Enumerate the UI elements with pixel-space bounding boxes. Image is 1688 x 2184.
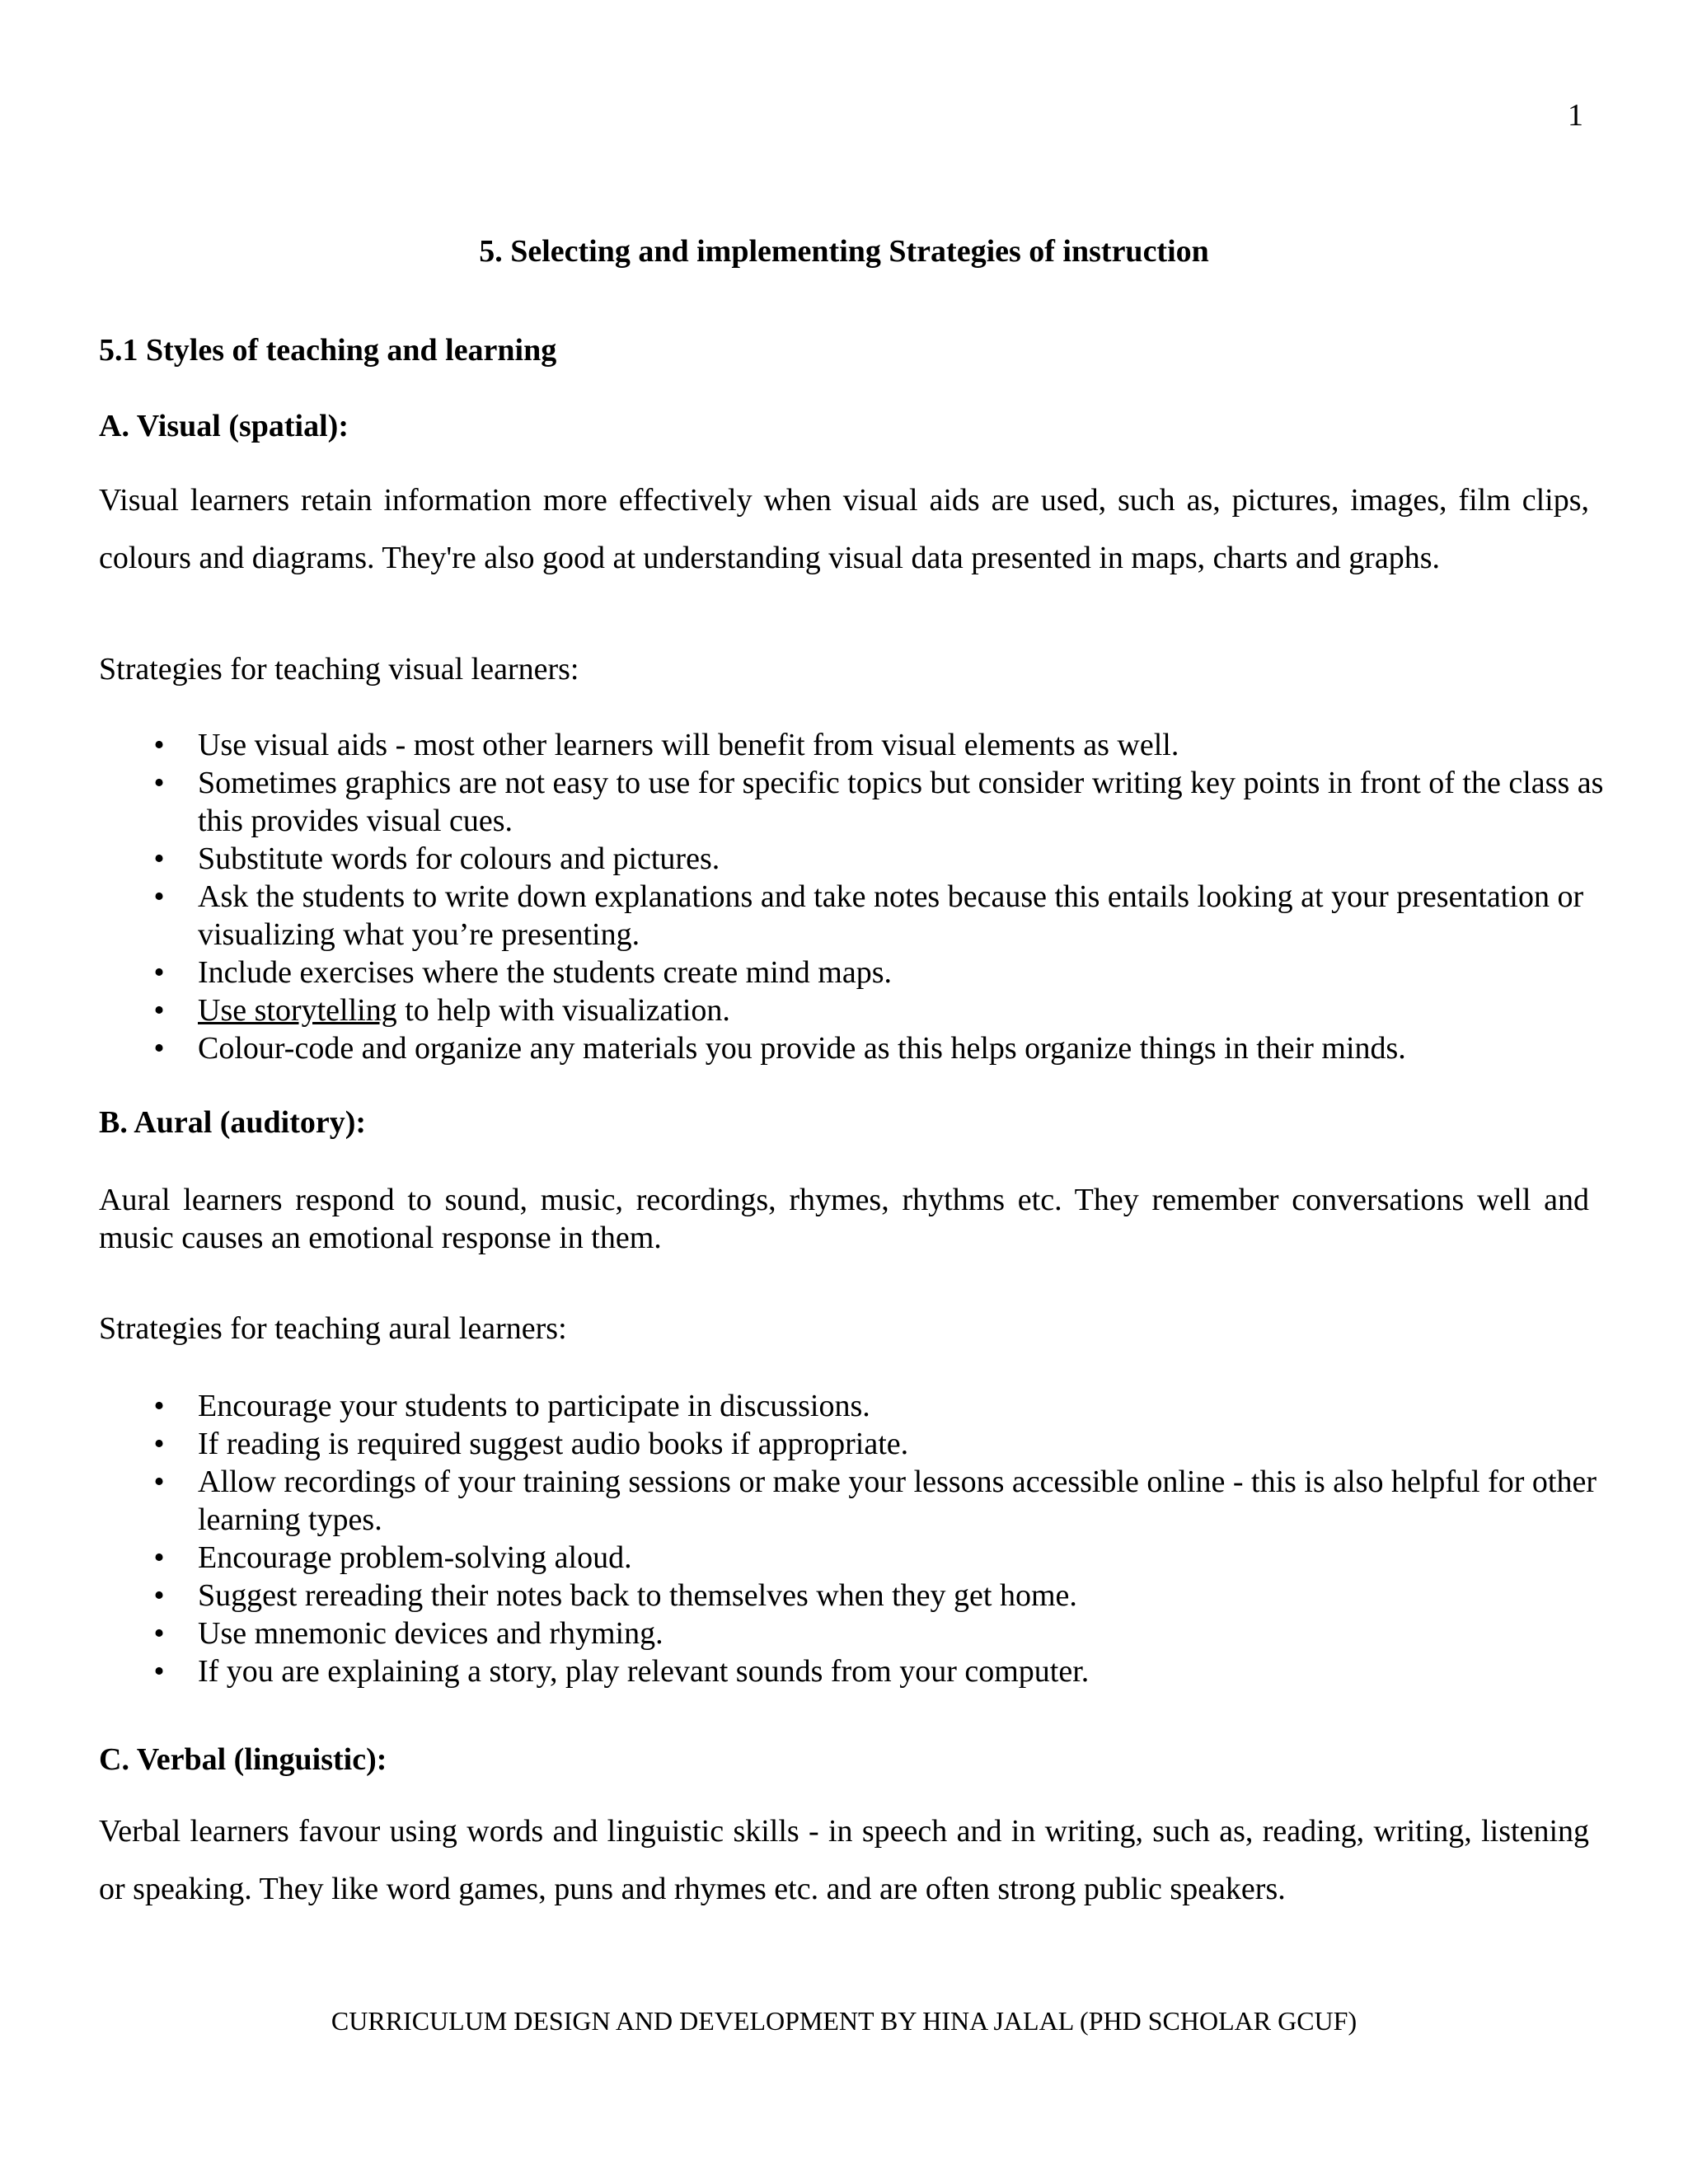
bullet-icon: • — [153, 1465, 165, 1499]
list-item: • Suggest rereading their notes back to themselves when they get home. — [198, 1577, 1639, 1615]
list-visual-strategies — [148, 726, 1639, 1067]
list-item: • Use storytelling to help with visualization. — [198, 991, 1639, 1029]
storytelling-link[interactable]: Use storytelling — [198, 993, 397, 1028]
list-item: • Use visual aids - most other learners will benefit from visual elements as well. — [198, 726, 1639, 764]
strategies-label-visual: Strategies for teaching visual learners: — [99, 652, 579, 687]
list-item: • Encourage your students to participate in discussions. — [198, 1387, 1639, 1425]
heading-visual: A. Visual (spatial): — [99, 409, 349, 443]
bullet-icon: • — [153, 841, 165, 876]
list-item: • Include exercises where the students create mind maps. — [198, 954, 1639, 991]
paragraph-verbal: Verbal learners favour using words and linguistic skills - in speech and in writing, such as, reading, writing, listening or speaking. They like word games, puns and rhymes etc. and are often strong public speakers. — [99, 1814, 1589, 1906]
bullet-icon: • — [153, 766, 165, 800]
section-heading: 5.1 Styles of teaching and learning — [99, 333, 557, 368]
heading-verbal: C. Verbal (linguistic): — [99, 1742, 387, 1777]
bullet-icon: • — [153, 1427, 165, 1461]
document-title: 5. Selecting and implementing Strategies of instruction — [479, 234, 1209, 269]
list-item: • Use mnemonic devices and rhyming. — [198, 1615, 1639, 1652]
bullet-icon: • — [153, 1616, 165, 1651]
bullet-icon: • — [153, 1031, 165, 1066]
bullet-icon: • — [153, 1540, 165, 1575]
list-item: • Sometimes graphics are not easy to use for specific topics but consider writing key points in front of the class as this provides visual cues. — [198, 764, 1639, 840]
list-aural-strategies — [148, 1387, 1639, 1690]
list-item: • Ask the students to write down explanations and take notes because this entails looking at your presentation or visualizing what you’re presenting. — [198, 878, 1639, 954]
list-item: • Substitute words for colours and pictures. — [198, 840, 1639, 878]
bullet-icon: • — [153, 728, 165, 762]
list-item: • If you are explaining a story, play relevant sounds from your computer. — [198, 1652, 1639, 1690]
bullet-icon: • — [153, 1654, 165, 1689]
paragraph-visual: Visual learners retain information more effectively when visual aids are used, such as, pictures, images, film clips, colours and diagrams. They're also good at understanding visual data presented in maps, charts and graphs. — [99, 483, 1589, 575]
list-item: • Allow recordings of your training sessions or make your lessons accessible online - this is also helpful for other learning types. — [198, 1463, 1639, 1539]
list-item: • Colour-code and organize any materials you provide as this helps organize things in their minds. — [198, 1029, 1639, 1067]
list-item: • If reading is required suggest audio books if appropriate. — [198, 1425, 1639, 1463]
list-item: • Encourage problem-solving aloud. — [198, 1539, 1639, 1577]
bullet-icon: • — [153, 1578, 165, 1613]
bullet-icon: • — [153, 993, 165, 1028]
bullet-icon: • — [153, 879, 165, 914]
strategies-label-aural: Strategies for teaching aural learners: — [99, 1311, 567, 1346]
page-number: 1 — [1568, 98, 1583, 133]
heading-aural: B. Aural (auditory): — [99, 1105, 367, 1140]
page-footer: CURRICULUM DESIGN AND DEVELOPMENT BY HINA JALAL (PHD SCHOLAR GCUF) — [331, 2006, 1357, 2036]
bullet-icon: • — [153, 955, 165, 990]
bullet-icon: • — [153, 1389, 165, 1423]
paragraph-aural: Aural learners respond to sound, music, recordings, rhymes, rhythms etc. They remember conversations well and music causes an emotional response in them. — [99, 1183, 1589, 1255]
